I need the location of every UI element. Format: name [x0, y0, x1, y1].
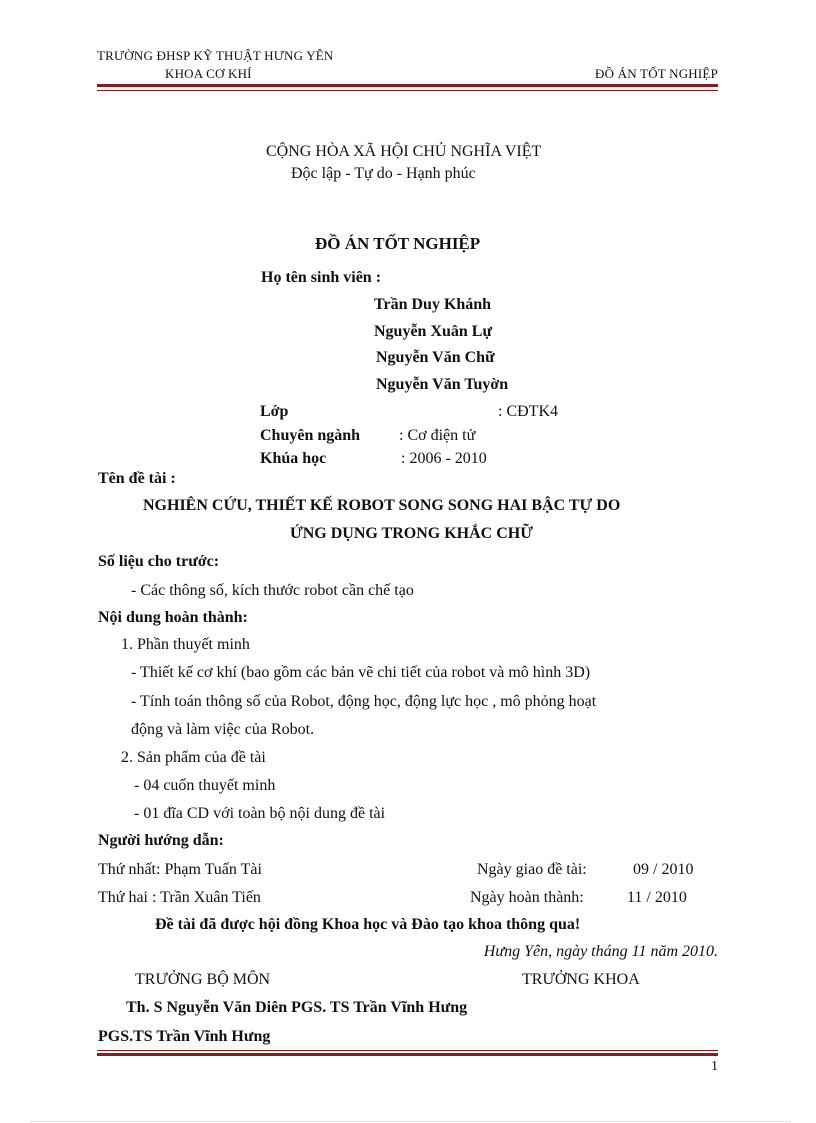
approval-statement: Đề tài đã được hội đồng Khoa học và Đào tạo khoa thông qua!: [155, 916, 581, 933]
header-rule-thick: [97, 84, 718, 87]
date-line: Hưng Yên, ngày tháng 11 năm 2010.: [483, 943, 718, 960]
content-label: Nội dung hoàn thành:: [98, 609, 248, 626]
course-label: Khúa học: [260, 450, 327, 467]
complete-date-value: 11 / 2010: [627, 889, 687, 906]
footer-rule-thick: [97, 1053, 718, 1056]
content-part-2-b: - 01 đĩa CD với toàn bộ nội dung đề tài: [134, 805, 386, 822]
given-data-label: Số liệu cho trước:: [98, 553, 220, 570]
signatory-name-2: PGS.TS Trần Vĩnh Hưng: [98, 1028, 271, 1045]
student-name-3: Nguyễn Văn Chữ: [376, 349, 495, 366]
school-name: TRƯỜNG ĐHSP KỸ THUẬT HƯNG YÊN: [97, 48, 334, 63]
content-part-1-a: - Thiết kế cơ khí (bao gồm các bản vẽ chi tiết của robot và mô hình 3D): [131, 664, 591, 681]
students-label: Họ tên sinh viên :: [261, 269, 382, 286]
assign-date-label: Ngày giao đề tài:: [477, 861, 587, 878]
content-part-1: 1. Phần thuyết minh: [121, 636, 250, 653]
content-part-1-b: - Tính toán thông số của Robot, động học, động lực học , mô phỏng hoạt: [131, 693, 597, 710]
advisor-first: Thứ nhất: Phạm Tuấn Tài: [98, 861, 262, 878]
signatory-names: Th. S Nguyễn Văn Diên PGS. TS Trần Vĩnh Hưng: [126, 999, 468, 1016]
student-name-4: Nguyễn Văn Tuyờn: [376, 376, 509, 393]
course-value: : 2006 - 2010: [401, 450, 487, 467]
class-value: : CĐTK4: [498, 403, 558, 420]
page-title: ĐỒ ÁN TỐT NGHIỆP: [315, 234, 481, 253]
advisors-label: Người hướng dẫn:: [98, 832, 224, 849]
dept-head-title: TRƯỞNG BỘ MÔN: [135, 971, 271, 988]
content-part-2: 2. Sản phẩm của đề tài: [121, 749, 266, 766]
advisor-second: Thứ hai : Trần Xuân Tiến: [98, 889, 261, 906]
faculty-head-title: TRƯỞNG KHOA: [522, 971, 640, 988]
header-doc-type: ĐỒ ÁN TỐT NGHIỆP: [595, 66, 718, 81]
content-part-1-b-cont: động và làm việc của Robot.: [131, 721, 315, 738]
given-data-item: - Các thông số, kích thước robot cần chế tạo: [131, 582, 414, 599]
footer-rule-thin: [97, 1050, 718, 1051]
assign-date-value: 09 / 2010: [633, 861, 694, 878]
topic-line-2: ỨNG DỤNG TRONG KHẮC CHỮ: [290, 525, 533, 542]
student-name-2: Nguyễn Xuân Lự: [374, 323, 493, 340]
topic-label: Tên đề tài :: [98, 470, 176, 487]
header-rule-thin: [97, 90, 718, 91]
student-name-1: Trần Duy Khánh: [374, 296, 492, 313]
national-motto: Độc lập - Tự do - Hạnh phúc: [291, 165, 476, 182]
national-title: CỘNG HÒA XÃ HỘI CHỦ NGHĨA VIỆT: [266, 143, 542, 160]
page-bottom-border: [30, 1121, 790, 1122]
page-number: 1: [711, 1059, 718, 1074]
class-label: Lớp: [260, 403, 289, 420]
complete-date-label: Ngày hoàn thành:: [470, 889, 584, 906]
topic-line-1: NGHIÊN CỨU, THIẾT KẾ ROBOT SONG SONG HAI BẬC TỰ DO: [143, 497, 621, 514]
major-label: Chuyên ngành: [260, 427, 361, 444]
major-value: : Cơ điện tử: [399, 427, 476, 444]
content-part-2-a: - 04 cuốn thuyết minh: [134, 777, 276, 794]
faculty-name: KHOA CƠ KHÍ: [165, 66, 252, 81]
